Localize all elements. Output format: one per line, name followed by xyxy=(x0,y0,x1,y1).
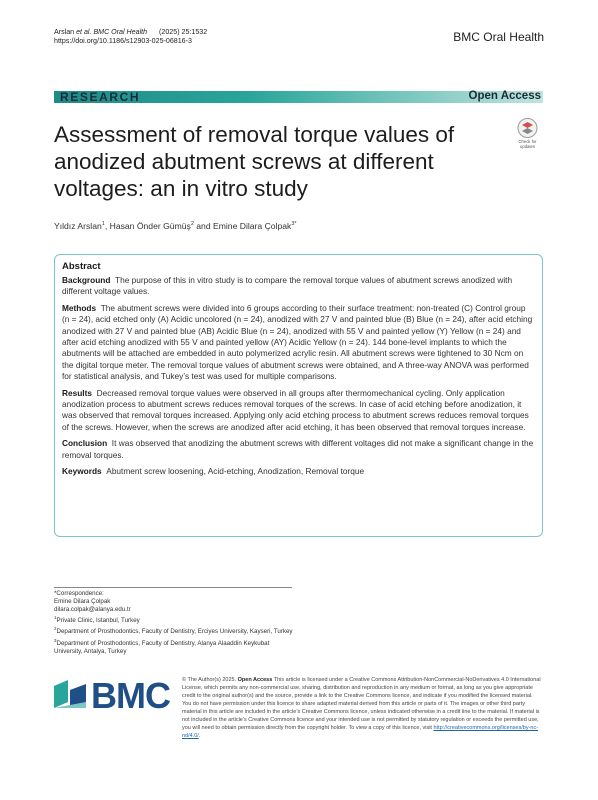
abstract-section-text: Abutment screw loosening, Acid-etching, Anodization, Removal torque xyxy=(106,466,365,477)
author-affil-sup: 2 xyxy=(190,221,194,228)
abstract-keywords xyxy=(62,466,535,477)
license-statement xyxy=(182,676,543,740)
affil-text: Department of Prosthodontics, Faculty of Dentistry, Erciyes University, Kayseri, Turkey xyxy=(56,628,293,636)
abstract-conclusion xyxy=(62,438,535,461)
author-separator: , xyxy=(104,221,110,231)
abstract-background xyxy=(62,275,535,298)
section-banner xyxy=(54,91,543,103)
open-access-label: Open Access xyxy=(468,90,541,102)
affil-text: Department of Prosthodontics, Faculty of Dentistry, Alanya Alaaddin Keykubat University, Antalya, Turkey xyxy=(54,639,270,655)
abstract-heading: Abstract xyxy=(62,261,101,272)
affiliation-item xyxy=(54,637,294,656)
bmc-logo-text: BMC xyxy=(91,675,170,716)
abstract-section-text: The abutment screws were divided into 6 groups according to their surface treatment: non-treated (C) Control group (n = 24), acid etched only (A) Acidic uncolored (n = 24), anodized with 27 V and painted blue (B) Blue (n = 24), after acid etching anodized with 27 V and painted blue (AB) Acidic Blue (n = 24), anodized with 55 V and painted yellow (Y) Yellow (n = 24) and after acid etching anodized with 55 V and painted yellow (AY) Acidic Yellow (n = 24). 144 bone-level implants to which the abutments will be attached are embedded in auto polymerized acrylic resin. All abutment screws were tightened to 30 Ncm on the digital torque meter. The removal torque values of abutment screws were obtained, and A three-way ANOVA was performed for statistical analysis, and Tukey’s test was used for multiple comparisons. xyxy=(62,302,533,382)
crossmark-line2: updates xyxy=(520,144,535,149)
header-author: Arslan xyxy=(54,28,75,36)
license-link[interactable]: http://creativecommons.org/licenses/by-nc-nd/4.0/ xyxy=(182,725,539,739)
author-name[interactable]: Yıldız Arslan xyxy=(54,221,102,231)
abstract-section-label: Background xyxy=(62,275,111,285)
affiliation-item xyxy=(54,614,294,625)
author-separator: and xyxy=(193,221,213,231)
correspondence-label: *Correspondence: xyxy=(54,590,104,597)
license-link-suffix: . xyxy=(198,733,201,739)
correspondence-name: Emine Dilara Çolpak xyxy=(54,598,111,606)
affil-sup: 3 xyxy=(54,637,57,643)
license-body: This article is licensed under a Creative Commons Attribution-NonCommercial-NoDerivatives 4.0 International License, which permits any non-commercial use, sharing, distribution and reproduction in any medium or format, as long as you give appropriate credit to the original author(s) and the source, provide a link to the Creative Commons licence, and indicate if you modified the licensed material. You do not have permission under this licence to share adapted material derived from this article or parts of it. The images or other third party material in this article are included in the article’s Creative Commons licence, unless indicated otherwise in a credit line to the material. If material is not included in the article’s Creative Commons licence and your intended use is not permitted by statutory regulation or exceeds the permitted use, you will need to obtain permission directly from the copyright holder. To view a copy of this licence, visit xyxy=(182,677,541,731)
license-open-access: Open Access xyxy=(237,677,273,683)
affil-sup: 1 xyxy=(54,615,57,621)
header-journal-short: et al. BMC Oral Health xyxy=(76,28,148,36)
abstract-results xyxy=(62,388,535,434)
check-for-updates-badge[interactable] xyxy=(511,117,544,155)
footnote-divider xyxy=(54,587,292,588)
abstract-section-text: It was observed that anodizing the abutment screws with different voltages did not make a significant change in the removal torques. xyxy=(62,438,534,460)
author-list xyxy=(54,221,297,231)
abstract-box xyxy=(54,254,543,537)
affiliation-item xyxy=(54,625,294,636)
abstract-section-label: Keywords xyxy=(62,466,102,477)
author-name[interactable]: Emine Dilara Çolpak xyxy=(213,221,292,231)
article-title: Assessment of removal torque values of anodized abutment screws at different voltages: an in vitro study xyxy=(54,122,455,201)
copyright-text: © The Author(s) 2025. xyxy=(182,677,237,683)
author-affil-sup: 3* xyxy=(291,221,297,228)
abstract-section-label: Conclusion xyxy=(62,438,108,449)
correspondence-email[interactable]: dilara.colpak@alanya.edu.tr xyxy=(54,606,131,614)
abstract-section-text: The purpose of this in vitro study is to compare the removal torque values of abutment screws anodized with different voltage values. xyxy=(62,275,513,297)
header-year-volume: (2025) 25:1532 xyxy=(159,28,208,36)
section-label: RESEARCH xyxy=(60,90,141,104)
affil-text: Private Clinic, Istanbul, Turkey xyxy=(56,617,140,625)
abstract-section-text: Decreased removal torque values were observed in all groups after thermomechanical cycling. Only application anodization process to abutment screws reduces removal torques of the screws. In case of acid etching before anodization, it was observed that removal torques increased. Applying only acid etching process to abutment screws reduces removal torques of the screws. However, when the screws are anodized after acid etching, it has been observed that removal torques increase. xyxy=(62,387,529,432)
citation-line xyxy=(54,28,207,37)
author-affil-sup: 1 xyxy=(101,221,105,228)
crossmark-line1: Check for xyxy=(518,139,537,144)
crossmark-icon xyxy=(511,117,544,139)
journal-name: BMC Oral Health xyxy=(453,30,544,44)
running-header xyxy=(54,28,207,46)
doi-link[interactable]: https://doi.org/10.1186/s12903-025-06816-3 xyxy=(54,37,192,46)
abstract-methods xyxy=(62,303,535,383)
abstract-section-label: Methods xyxy=(62,302,97,313)
abstract-section-label: Results xyxy=(62,387,92,398)
affil-sup: 2 xyxy=(54,626,57,632)
author-name[interactable]: Hasan Önder Gümüş xyxy=(109,221,191,231)
correspondence-block xyxy=(54,590,294,656)
